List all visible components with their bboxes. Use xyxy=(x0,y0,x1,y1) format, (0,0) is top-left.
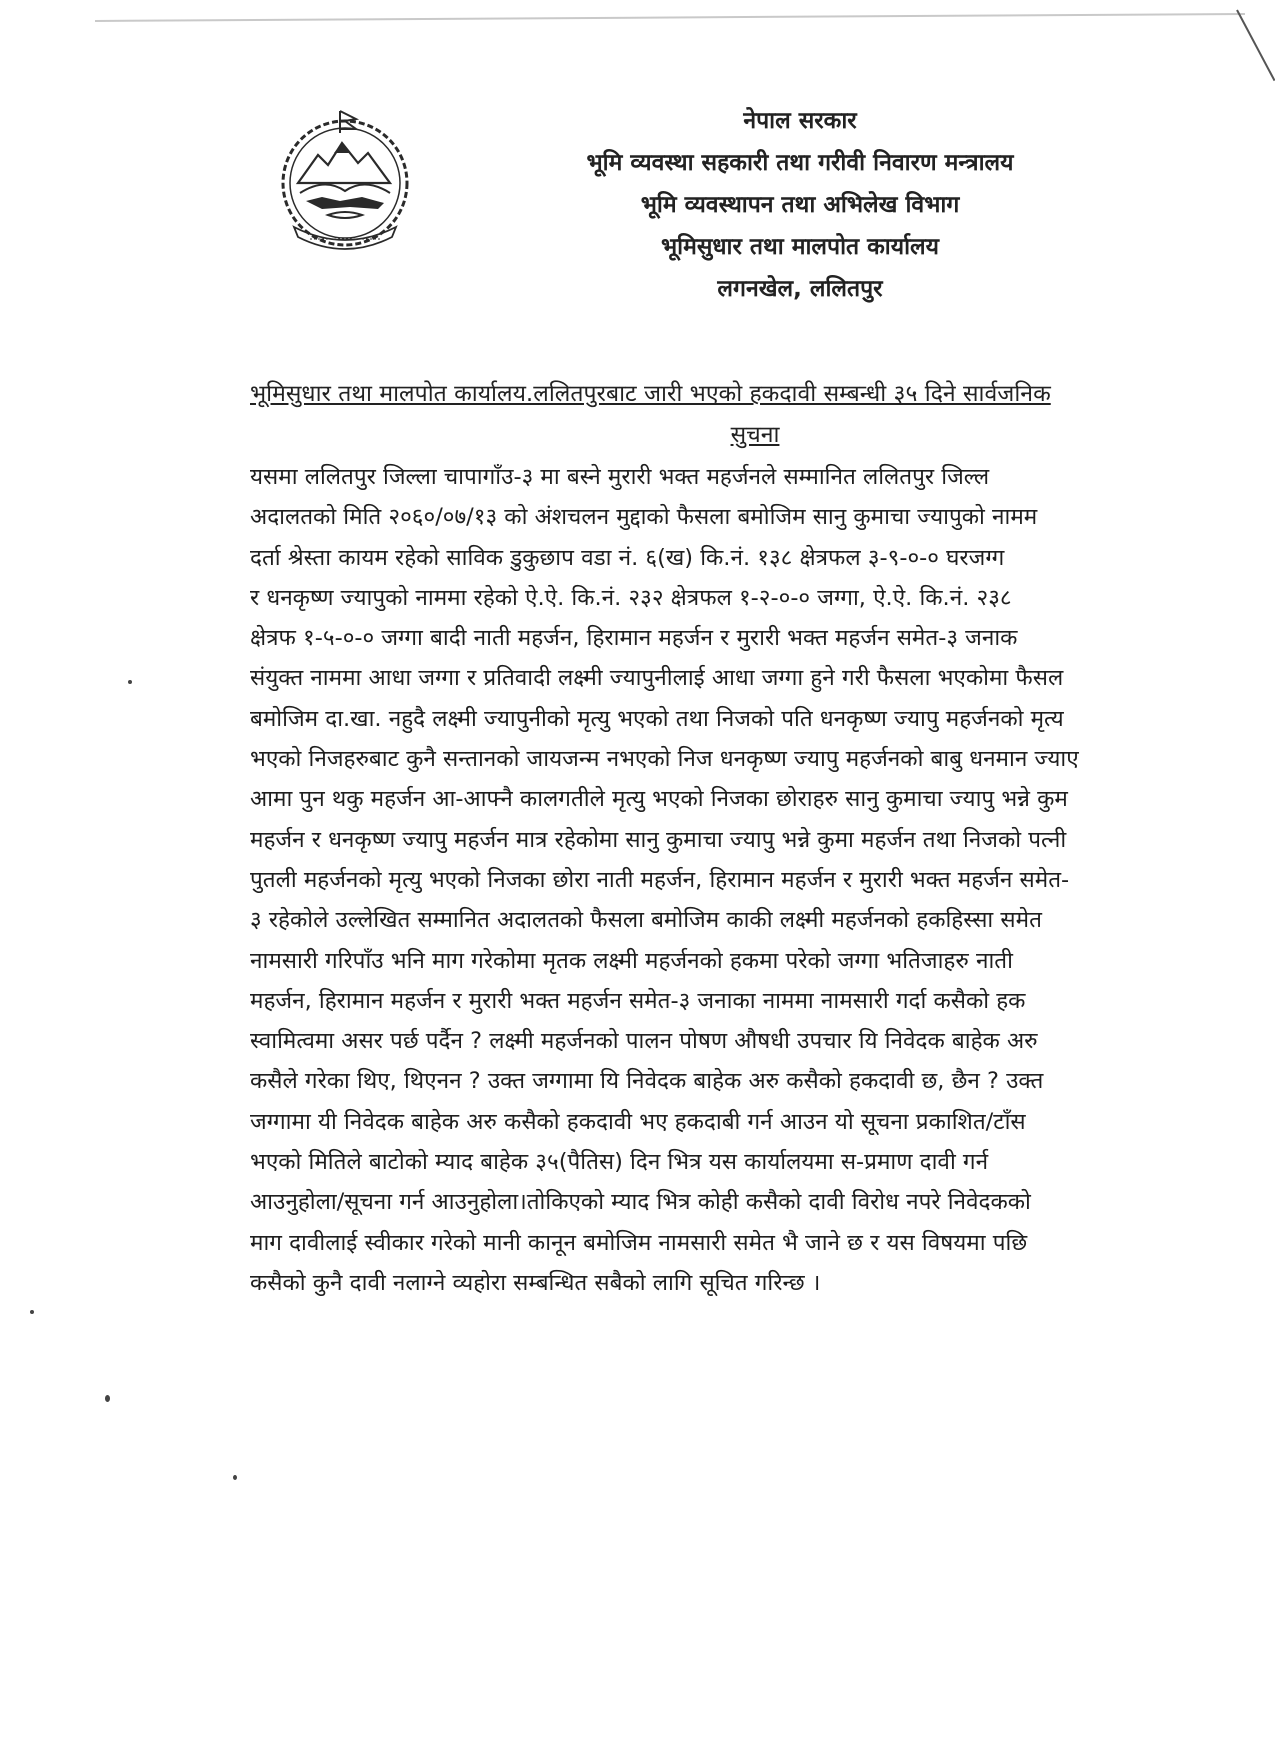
notice-body-line: क्षेत्रफ १-५-०-० जग्गा बादी नाती महर्जन, हिरामान महर्जन र मुरारी भक्त महर्जन समेत-३ जनाक xyxy=(250,625,1018,652)
notice-body-line: महर्जन र धनकृष्ण ज्यापु महर्जन मात्र रहेकोमा सानु कुमाचा ज्यापु भन्ने कुमा महर्जन तथा निजको पत्नी xyxy=(250,826,1067,853)
notice-body-line: नामसारी गरिपाँउ भनि माग गरेकोमा मृतक लक्ष्मी महर्जनको हकमा परेको जग्गा भतिजाहरु नाती xyxy=(250,947,1013,974)
notice-body-line: संयुक्त नाममा आधा जग्गा र प्रतिवादी लक्ष्मी ज्यापुनीलाई आधा जग्गा हुने गरी फैसला भएकोमा फैसल xyxy=(250,665,1064,692)
nepal-government-emblem-icon xyxy=(270,105,420,255)
notice-body-line: भएको निजहरुबाट कुनै सन्तानको जायजन्म नभएको निज धनकृष्ण ज्यापु महर्जनको बाबु धनमान ज्याए xyxy=(250,746,1079,773)
notice-body-line: आउनुहोला/सूचना गर्न आउनुहोला।तोकिएको म्याद भित्र कोही कसैको दावी विरोध नपरे निवेदकको xyxy=(250,1189,1031,1216)
notice-body-line: माग दावीलाई स्वीकार गरेको मानी कानून बमोजिम नामसारी समेत भै जाने छ र यस विषयमा पछि xyxy=(250,1229,1028,1256)
notice-body-line: महर्जन, हिरामान महर्जन र मुरारी भक्त महर्जन समेत-३ जनाका नाममा नामसारी गर्दा कसैको हक xyxy=(250,987,1026,1014)
notice-body-line: पुतली महर्जनको मृत्यु भएको निजका छोरा नाती महर्जन, हिरामान महर्जन र मुरारी भक्त महर्जन समेत- xyxy=(250,866,1070,893)
scan-speck xyxy=(233,1475,237,1480)
notice-body-line: आमा पुन थकु महर्जन आ-आफ्नै कालगतीले मृत्यु भएको निजका छोराहरु सानु कुमाचा ज्यापु भन्ने कुम xyxy=(250,786,1068,813)
scan-speck xyxy=(105,1395,110,1402)
scan-speck xyxy=(128,680,132,684)
header-line-location: लगनखेल, ललितपुर xyxy=(717,276,883,302)
notice-body-line: र धनकृष्ण ज्यापुको नाममा रहेको ऐ.ऐ. कि.नं. २३२ क्षेत्रफल १-२-०-० जग्गा, ऐ.ऐ. कि.नं. २३८ xyxy=(250,584,1012,611)
notice-body-line: जग्गामा यी निवेदक बाहेक अरु कसैको हकदावी भए हकदाबी गर्न आउन यो सूचना प्रकाशित/टाँस xyxy=(250,1108,1026,1135)
notice-body-line: दर्ता श्रेस्ता कायम रहेको साविक डुकुछाप वडा नं. ६(ख) कि.नं. १३८ क्षेत्रफल ३-९-०-० घरजग्ग xyxy=(250,544,1005,571)
notice-body-line: ३ रहेकोले उल्लेखित सम्मानित अदालतको फैसला बमोजिम काकी लक्ष्मी महर्जनको हकहिस्सा समेत xyxy=(250,907,1042,934)
notice-body-line: यसमा ललितपुर जिल्ला चापागाँउ-३ मा बस्ने मुरारी भक्त महर्जनले सम्मानित ललितपुर जिल्ल xyxy=(250,464,990,490)
header-line-department: भूमि व्यवस्थापन तथा अभिलेख विभाग xyxy=(640,192,960,218)
notice-title-continuation: सुचना xyxy=(730,422,780,448)
notice-body-line: स्वामित्वमा असर पर्छ पर्दैन ? लक्ष्मी महर्जनको पालन पोषण औषधी उपचार यि निवेदक बाहेक अरु xyxy=(250,1028,1038,1055)
scan-speck xyxy=(30,1310,34,1314)
notice-body-line: अदालतको मिति २०६०/०७/१३ को अंशचलन मुद्दाको फैसला बमोजिम सानु कुमाचा ज्यापुको नामम xyxy=(250,504,1038,531)
notice-body xyxy=(250,457,1275,1303)
header-line-government: नेपाल सरकार xyxy=(743,108,857,134)
scan-edge-top xyxy=(95,13,1245,22)
scan-edge-right xyxy=(1236,10,1275,82)
notice-body-line: बमोजिम दा.खा. नहुदै लक्ष्मी ज्यापुनीको मृत्यु भएको तथा निजको पति धनकृष्ण ज्यापु महर्जनको मृत्य xyxy=(250,705,1064,732)
office-header xyxy=(480,100,1120,310)
notice-body-line: कसैले गरेका थिए, थिएनन ? उक्त जग्गामा यि निवेदक बाहेक अरु कसैको हकदावी छ, छैन ? उक्त xyxy=(250,1068,1044,1095)
header-line-office: भूमिसुधार तथा मालपोत कार्यालय xyxy=(660,234,939,260)
header-line-ministry: भूमि व्यवस्था सहकारी तथा गरीवी निवारण मन्त्रालय xyxy=(586,150,1014,176)
notice-body-line: कसैको कुनै दावी नलाग्ने व्यहोरा सम्बन्धित सबैको लागि सूचित गरिन्छ । xyxy=(250,1269,821,1296)
notice-body-line: भएको मितिले बाटोको म्याद बाहेक ३५(पैतिस) दिन भित्र यस कार्यालयमा स-प्रमाण दावी गर्न xyxy=(250,1149,989,1176)
notice-title: भूमिसुधार तथा मालपोत कार्यालय.ललितपुरबाट जारी भएको हकदावी सम्बन्धी ३५ दिने सार्वजनिक xyxy=(250,381,1051,407)
